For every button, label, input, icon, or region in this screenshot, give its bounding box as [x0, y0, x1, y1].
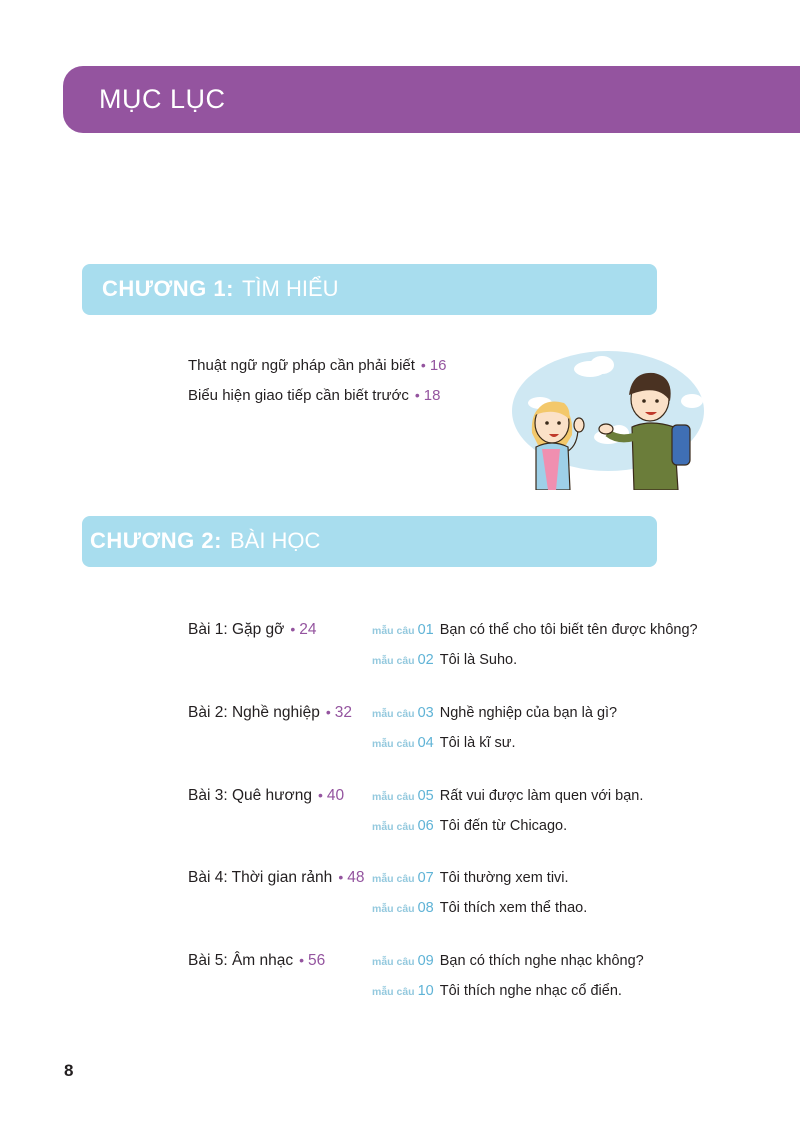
pattern-label: mẫu câu: [372, 903, 415, 915]
intro-item-1[interactable]: [188, 357, 447, 374]
pattern-04[interactable]: [372, 735, 516, 751]
lesson-title: Bài 4: Thời gian rảnh: [188, 869, 333, 886]
pattern-08[interactable]: [372, 900, 587, 916]
pattern-label: mẫu câu: [372, 708, 415, 720]
pattern-text: Tôi thích xem thể thao.: [439, 900, 588, 916]
pattern-number: 02: [417, 652, 434, 668]
pattern-number: 06: [417, 818, 434, 834]
pattern-label: mẫu câu: [372, 625, 415, 637]
lesson-page: 32: [334, 704, 353, 721]
pattern-text: Tôi là Suho.: [439, 652, 518, 668]
header-band: [63, 66, 800, 133]
intro-item-title: Thuật ngữ ngữ pháp cần phải biết: [188, 357, 415, 374]
pattern-number: 10: [417, 983, 434, 999]
lesson-title: Bài 5: Âm nhạc: [188, 952, 294, 969]
pattern-text: Nghề nghiệp của bạn là gì?: [439, 705, 618, 721]
pattern-01[interactable]: [372, 622, 698, 638]
pattern-label: mẫu câu: [372, 956, 415, 968]
page-number: 8: [64, 1061, 74, 1080]
pattern-number: 01: [417, 622, 434, 638]
pattern-text: Tôi đến từ Chicago.: [439, 818, 568, 834]
greeting-illustration: [508, 345, 708, 490]
pattern-03[interactable]: [372, 705, 617, 721]
lesson-page: 24: [299, 621, 317, 638]
pattern-label: mẫu câu: [372, 873, 415, 885]
chapter-2-number: CHƯƠNG 2:: [90, 528, 222, 553]
lesson-5[interactable]: [188, 952, 325, 970]
intro-item-title: Biểu hiện giao tiếp cần biết trước: [188, 387, 409, 404]
pattern-text: Tôi thường xem tivi.: [439, 870, 569, 886]
intro-item-page: 16: [429, 357, 447, 374]
intro-item-page: 18: [423, 387, 441, 404]
pattern-05[interactable]: [372, 788, 643, 804]
pattern-number: 03: [417, 705, 434, 721]
page-title: MỤC LỤC: [99, 84, 226, 114]
pattern-number: 04: [417, 735, 434, 751]
pattern-text: Bạn có thể cho tôi biết tên được không?: [439, 622, 698, 638]
lesson-page: 56: [308, 952, 326, 969]
lesson-4[interactable]: [188, 869, 364, 887]
pattern-number: 08: [417, 900, 434, 916]
pattern-text: Bạn có thích nghe nhạc không?: [439, 953, 644, 969]
lesson-page: 48: [347, 869, 365, 886]
separator-dot: •: [299, 952, 305, 968]
separator-dot: •: [338, 869, 344, 885]
chapter-1-number: CHƯƠNG 1:: [102, 276, 234, 301]
lesson-title: Bài 3: Quê hương: [188, 787, 312, 804]
pattern-number: 05: [417, 788, 434, 804]
pattern-07[interactable]: [372, 870, 569, 886]
lesson-title: Bài 2: Nghề nghiệp: [188, 704, 320, 721]
pattern-02[interactable]: [372, 652, 517, 668]
pattern-09[interactable]: [372, 953, 644, 969]
pattern-label: mẫu câu: [372, 821, 415, 833]
pattern-06[interactable]: [372, 818, 567, 834]
chapter-1-heading: [82, 264, 657, 315]
lesson-2[interactable]: [188, 704, 352, 722]
lesson-1[interactable]: [188, 621, 317, 639]
pattern-number: 09: [417, 953, 434, 969]
chapter-1-name: TÌM HIỂU: [241, 276, 339, 301]
lesson-title: Bài 1: Gặp gỡ: [188, 621, 285, 638]
intro-item-2[interactable]: [188, 387, 440, 404]
pattern-number: 07: [417, 870, 434, 886]
pattern-text: Rất vui được làm quen với bạn.: [439, 788, 644, 804]
pattern-label: mẫu câu: [372, 738, 415, 750]
pattern-text: Tôi thích nghe nhạc cổ điển.: [439, 983, 622, 999]
pattern-text: Tôi là kĩ sư.: [439, 735, 516, 751]
separator-dot: •: [414, 387, 420, 403]
lesson-3[interactable]: [188, 787, 344, 805]
separator-dot: •: [420, 357, 426, 373]
pattern-label: mẫu câu: [372, 986, 415, 998]
separator-dot: •: [290, 621, 296, 637]
chapter-2-name: BÀI HỌC: [229, 528, 321, 553]
pattern-label: mẫu câu: [372, 655, 415, 667]
lesson-page: 40: [326, 787, 345, 804]
pattern-label: mẫu câu: [372, 791, 415, 803]
separator-dot: •: [325, 704, 331, 720]
pattern-10[interactable]: [372, 983, 622, 999]
separator-dot: •: [317, 787, 323, 803]
chapter-2-heading: [82, 516, 657, 567]
